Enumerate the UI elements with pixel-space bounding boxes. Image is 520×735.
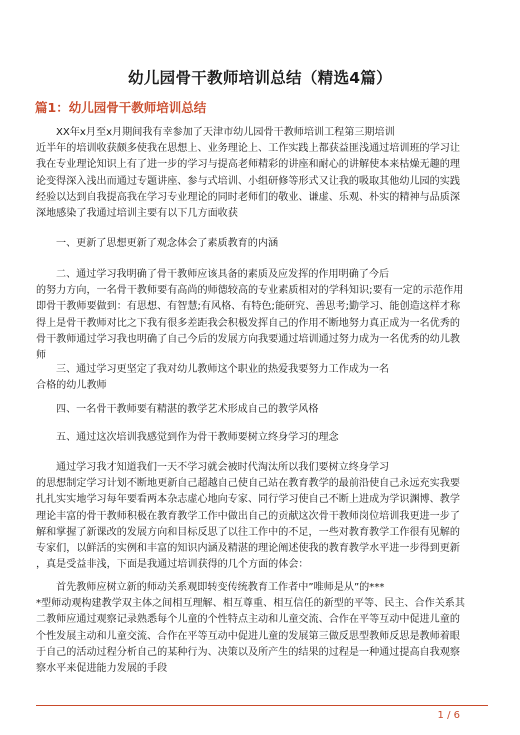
paragraph-lifelong-learning [36, 460, 488, 573]
paragraph-teacher-role [36, 580, 488, 677]
footer-divider [36, 705, 488, 706]
text-line: 得上是骨干教师对比之下我有很多差距我会积极发挥自己的作用不断地努力真正成为一名优秀的 [36, 317, 460, 329]
text-line: *型师动观构建教学双主体之间相互理解、相互尊重、相互信任的新型的平等、民主、合作关系其 [36, 598, 465, 610]
text-line: 的思想制定学习计划不断地更新自己超越自己使自己站在教育教学的最前沿使自己永远充实我要 [36, 478, 460, 490]
text-line: 四、一名骨干教师要有精湛的教学艺术形成自己的教学风格 [56, 404, 319, 415]
text-line: 通过学习我才知道我们一天不学习就会被时代淘汰所以我们要树立终身学习 [56, 462, 390, 473]
text-line: 深地感染了我通过培训主要有以下几方面收获 [36, 208, 238, 220]
text-line: 解和掌握了新课改的发展方向和目标反思了以往工作中的不足，一些对教育教学工作很有见解的 [36, 526, 460, 538]
text-line: XX年x月至x月期间我有幸参加了天津市幼儿园骨干教师培训工程第三期培训 [56, 127, 395, 138]
text-line: ，真是受益非浅，下面是我通过培训获得的几个方面的体会： [36, 559, 309, 571]
text-line: 经验以达到自我提高我在学习专业理论的同时老师们的敬业、谦虚、乐观、朴实的精神与品质深 [36, 191, 460, 203]
text-line: 骨干教师通过学习我也明确了自己今后的发展方向我要通过培训通过努力成为一名优秀的幼儿教 [36, 333, 460, 345]
paragraph-point-3 [36, 362, 488, 394]
section-heading: 篇1：幼儿园骨干教师培训总结 [35, 100, 207, 115]
text-line: 个性发展主动和儿童交流、合作在平等互动中促进儿童的发展第三做反思型教师反思是教师着眼 [36, 630, 460, 642]
text-line: 师 [36, 350, 47, 362]
text-line: 我在专业理论知识上有了进一步的学习与提高老师精彩的讲座和耐心的讲解使本来枯燥无趣的理 [36, 159, 460, 171]
text-line: 即骨干教师要做到：有思想、有智慧;有风格、有特色;能研究、善思考;勤学习、能创造这样才称 [36, 301, 461, 313]
text-line: 专家们，以鲜活的实例和丰富的知识内涵及精湛的理论阐述使我的教育教学水平进一步得到更新 [36, 543, 460, 555]
text-line: 三、通过学习更坚定了我对幼儿教师这个职业的热爱我要努力工作成为一名 [56, 364, 390, 375]
paragraph-point-1 [36, 236, 488, 252]
text-line: 首先教师应树立新的师动关系观即转变传统教育工作者中”唯师是从”的*** [56, 582, 385, 593]
document-title: 幼儿园骨干教师培训总结（精选4篇） [128, 69, 392, 87]
text-line: 论变得深入浅出而通过专题讲座、参与式培训、小组研修等形式又让我的吸取其他幼儿园的实践 [36, 175, 460, 187]
paragraph-point-4 [36, 402, 488, 418]
text-line: 于自己的活动过程分析自己的某种行为、决策以及所产生的结果的过程是一种通过提高自我观察 [36, 646, 460, 658]
text-line: 二、通过学习我明确了骨干教师应该具备的素质及应发挥的作用明确了今后 [56, 269, 390, 280]
paragraph-intro [36, 125, 488, 222]
text-line: 二教师应通过观察记录熟悉每个儿童的个性特点主动和儿童交流、合作在平等互动中促进儿童的 [36, 614, 460, 626]
text-line: 近半年的培训收获颇多使我在思想上、业务理论上、工作实践上都获益匪浅通过培训班的学习让 [36, 143, 460, 155]
paragraph-point-5 [36, 430, 488, 446]
text-line: 理论丰富的骨干教师积极在教育教学工作中做出自己的贡献这次骨干教师岗位培训我更进一步了 [36, 510, 460, 522]
text-line: 的努力方向，一名骨干教师要有高尚的师德较高的专业素质相对的学科知识;要有一定的示范作用 [36, 285, 464, 297]
text-line: 一、更新了思想更新了观念体会了素质教育的内涵 [56, 238, 279, 249]
text-line: 合格的幼儿教师 [36, 380, 107, 392]
paragraph-point-2 [36, 267, 488, 364]
text-line: 五、通过这次培训我感觉到作为骨干教师要树立终身学习的理念 [56, 432, 339, 443]
page-number: 1 / 6 [437, 710, 460, 721]
text-line: 扎扎实实地学习每年要看两本杂志虚心地向专家、同行学习使自己不断上进成为学识渊博、教学 [36, 494, 460, 506]
text-line: 察水平来促进能力发展的手段 [36, 663, 168, 675]
